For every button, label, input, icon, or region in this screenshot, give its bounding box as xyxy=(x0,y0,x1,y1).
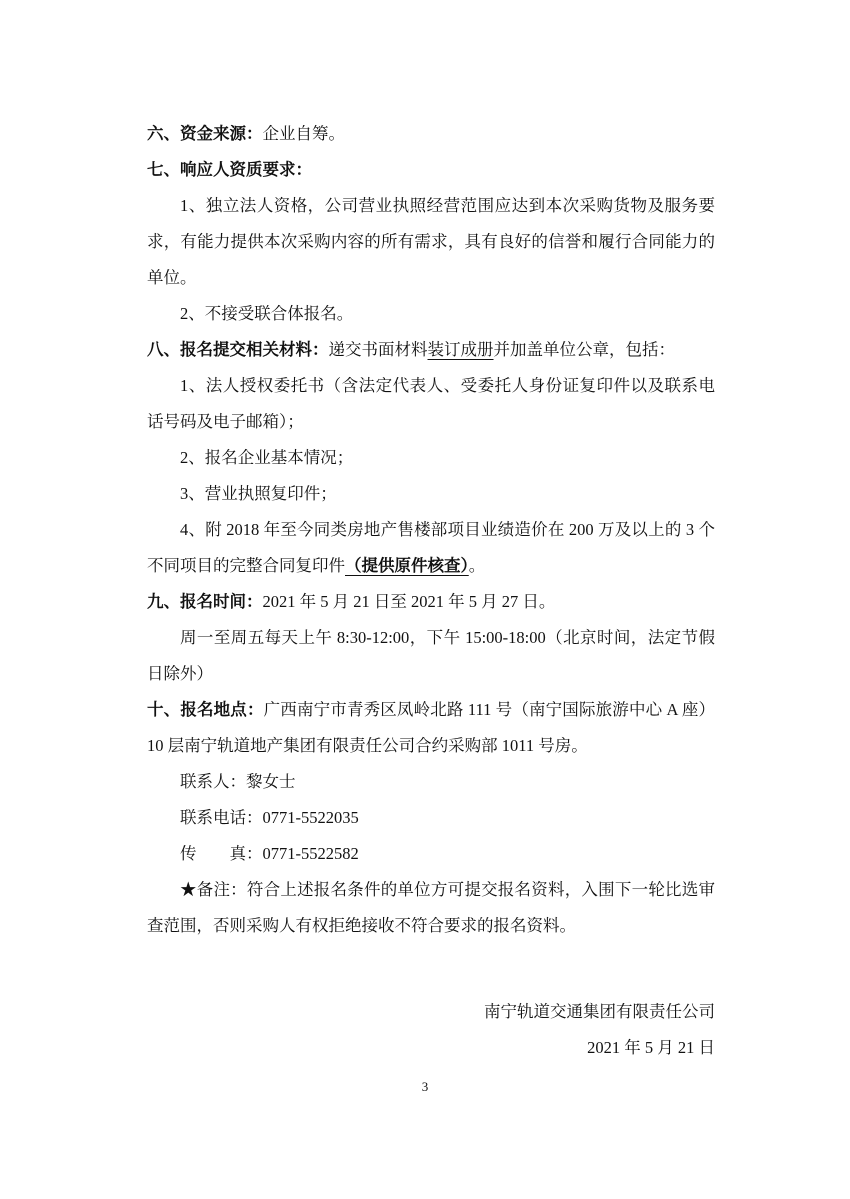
section-qualification-label: 七、响应人资质要求： xyxy=(147,160,312,179)
section-funding-source-label: 六、资金来源： xyxy=(147,124,263,143)
remark-note: ★备注：符合上述报名条件的单位方可提交报名资料，入围下一轮比选审查范围，否则采购人有权拒绝接收不符合要求的报名资料。 xyxy=(147,880,715,935)
signature-company: 南宁轨道交通集团有限责任公司 xyxy=(484,1002,715,1021)
materials-item-4-text: 4、附 2018 年至今同类房地产售楼部项目业绩造价在 200 万及以上的 3 个不同项目的完整合同复印件 xyxy=(147,520,715,575)
materials-item-4-emphasized: （提供原件核查） xyxy=(345,556,469,575)
time-schedule-note: 周一至周五每天上午 8:30-12:00，下午 15:00-18:00（北京时间，法定节假日除外） xyxy=(147,628,715,683)
section-location xyxy=(147,692,715,764)
section-time-text: 2021 年 5 月 21 日至 2021 年 5 月 27 日。 xyxy=(262,592,556,611)
materials-intro-underlined: 装订成册 xyxy=(427,340,494,359)
section-materials-label: 八、报名提交相关材料： xyxy=(147,340,329,359)
materials-item-2: 2、报名企业基本情况； xyxy=(180,448,354,467)
signature-date: 2021 年 5 月 21 日 xyxy=(587,1038,715,1057)
section-time-label: 九、报名时间： xyxy=(147,592,263,611)
contact-person: 联系人：黎女士 xyxy=(180,772,296,791)
page-number: 3 xyxy=(421,1079,429,1094)
signature-spacer xyxy=(147,944,715,994)
document-body xyxy=(147,116,715,1066)
qualification-item-1: 1、独立法人资格，公司营业执照经营范围应达到本次采购货物及服务要求，有能力提供本次采购内容的所有需求，具有良好的信誉和履行合同能力的单位。 xyxy=(147,196,715,287)
section-funding-source-text: 企业自筹。 xyxy=(262,124,345,143)
materials-item-4 xyxy=(147,512,715,584)
section-location-label: 十、报名地点： xyxy=(147,700,264,719)
materials-intro-post: 并加盖单位公章，包括： xyxy=(493,340,675,359)
section-location-text: 广西南宁市青秀区凤岭北路 111 号（南宁国际旅游中心 A 座）10 层南宁轨道地产集团有限责任公司合约采购部 1011 号房。 xyxy=(147,700,716,755)
section-qualification-heading xyxy=(147,152,715,188)
materials-item-1: 1、法人授权委托书（含法定代表人、受委托人身份证复印件以及联系电话号码及电子邮箱）； xyxy=(147,376,715,431)
section-materials-heading xyxy=(147,332,715,368)
materials-intro-pre: 递交书面材料 xyxy=(328,340,428,359)
section-funding-source xyxy=(147,116,715,152)
qualification-item-2: 2、不接受联合体报名。 xyxy=(180,304,354,323)
section-time xyxy=(147,584,715,620)
contact-fax: 传 真：0771-5522582 xyxy=(180,844,359,863)
contact-phone: 联系电话：0771-5522035 xyxy=(180,808,359,827)
materials-item-3: 3、营业执照复印件； xyxy=(180,484,337,503)
materials-item-4-period: 。 xyxy=(468,556,486,575)
